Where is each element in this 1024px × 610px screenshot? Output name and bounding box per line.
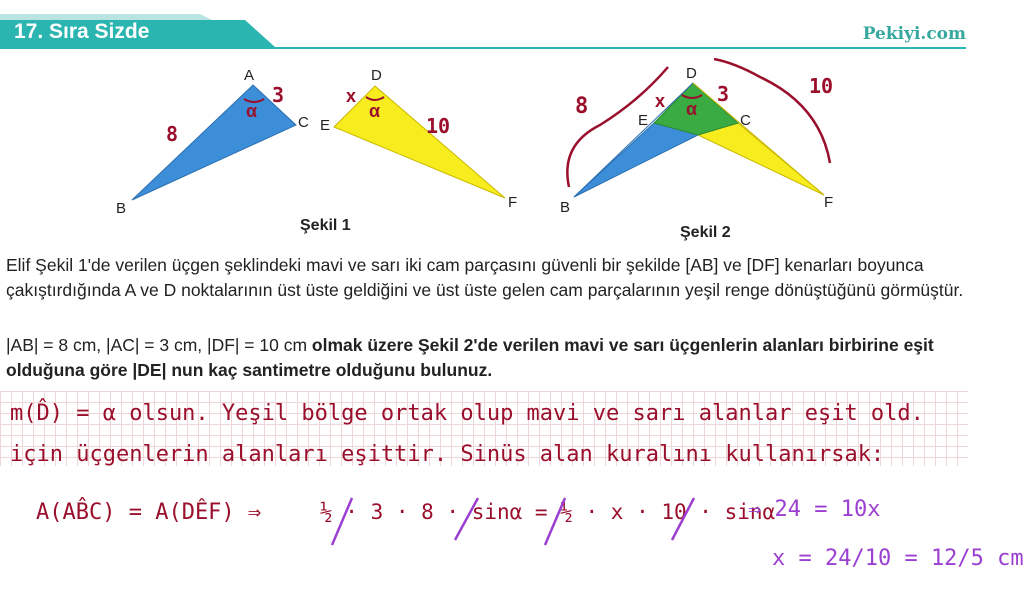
- label2-D: D: [686, 65, 697, 82]
- caption-figure1: Şekil 1: [300, 217, 351, 234]
- annot2-df: 10: [809, 74, 834, 98]
- annot-df: 10: [426, 114, 451, 138]
- annot-x-1: x: [346, 86, 357, 106]
- solution-line2: için üçgenlerin alanları eşittir. Sinüs alan kuralını kullanırsak:: [10, 442, 885, 467]
- problem-paragraph: Elif Şekil 1'de verilen üçgen şeklindeki mavi ve sarı iki cam parçasını güvenli bir şekilde [AB] ve [DF] kenarları boyunca çakıştırdığında A ve D noktalarının üst üste geldiğini ve üst üste gelen cam parçalarının yeşil renge dönüştüğünü görmüştür.: [6, 255, 964, 300]
- solution-equation-left: A(AB̂C) = A(DÊF) ⇒: [36, 500, 262, 525]
- brand-logo: Pekiyi.com: [862, 24, 966, 44]
- problem-given: |AB| = 8 cm, |AC| = 3 cm, |DF| = 10 cm: [6, 335, 308, 355]
- label2-B: B: [560, 199, 571, 216]
- annot2-x: x: [655, 91, 666, 111]
- annot2-db: 8: [575, 94, 589, 119]
- annot-ab: 8: [166, 122, 179, 146]
- label-F: F: [508, 194, 518, 211]
- annot2-alpha: α: [686, 99, 698, 119]
- solution-equation-right: ⇒ 24 = 10x: [748, 497, 881, 522]
- annot2-dc: 3: [717, 82, 730, 106]
- label2-E: E: [638, 112, 649, 129]
- label-B: B: [116, 200, 127, 217]
- label2-F: F: [824, 194, 834, 211]
- label-E: E: [320, 117, 331, 134]
- annot-alpha-2: α: [369, 101, 381, 121]
- solution-line1: m(D̂) = α olsun. Yeşil bölge ortak olup mavi ve sarı alanlar eşit old.: [10, 401, 924, 426]
- annot-ac: 3: [272, 83, 285, 107]
- caption-figure2: Şekil 2: [680, 224, 731, 241]
- label-A: A: [244, 67, 255, 84]
- annot-alpha-1: α: [246, 101, 258, 121]
- solution-equation-middle: ½ · 3 · 8 · sinα = ½ · x · 10 · sinα: [320, 500, 776, 524]
- label-D: D: [371, 67, 382, 84]
- problem-ask: olmak üzere Şekil 2'de verilen mavi ve sarı üçgenlerin alanları birbirine eşit olduğuna göre |DE| nun kaç santimetre olduğunu bulunuz.: [6, 335, 934, 380]
- label2-C: C: [740, 112, 751, 129]
- section-title: 17. Sıra Sizde: [14, 20, 150, 43]
- solution-result: x = 24/10 = 12/5 cm: [772, 546, 1024, 571]
- label-C: C: [298, 114, 309, 131]
